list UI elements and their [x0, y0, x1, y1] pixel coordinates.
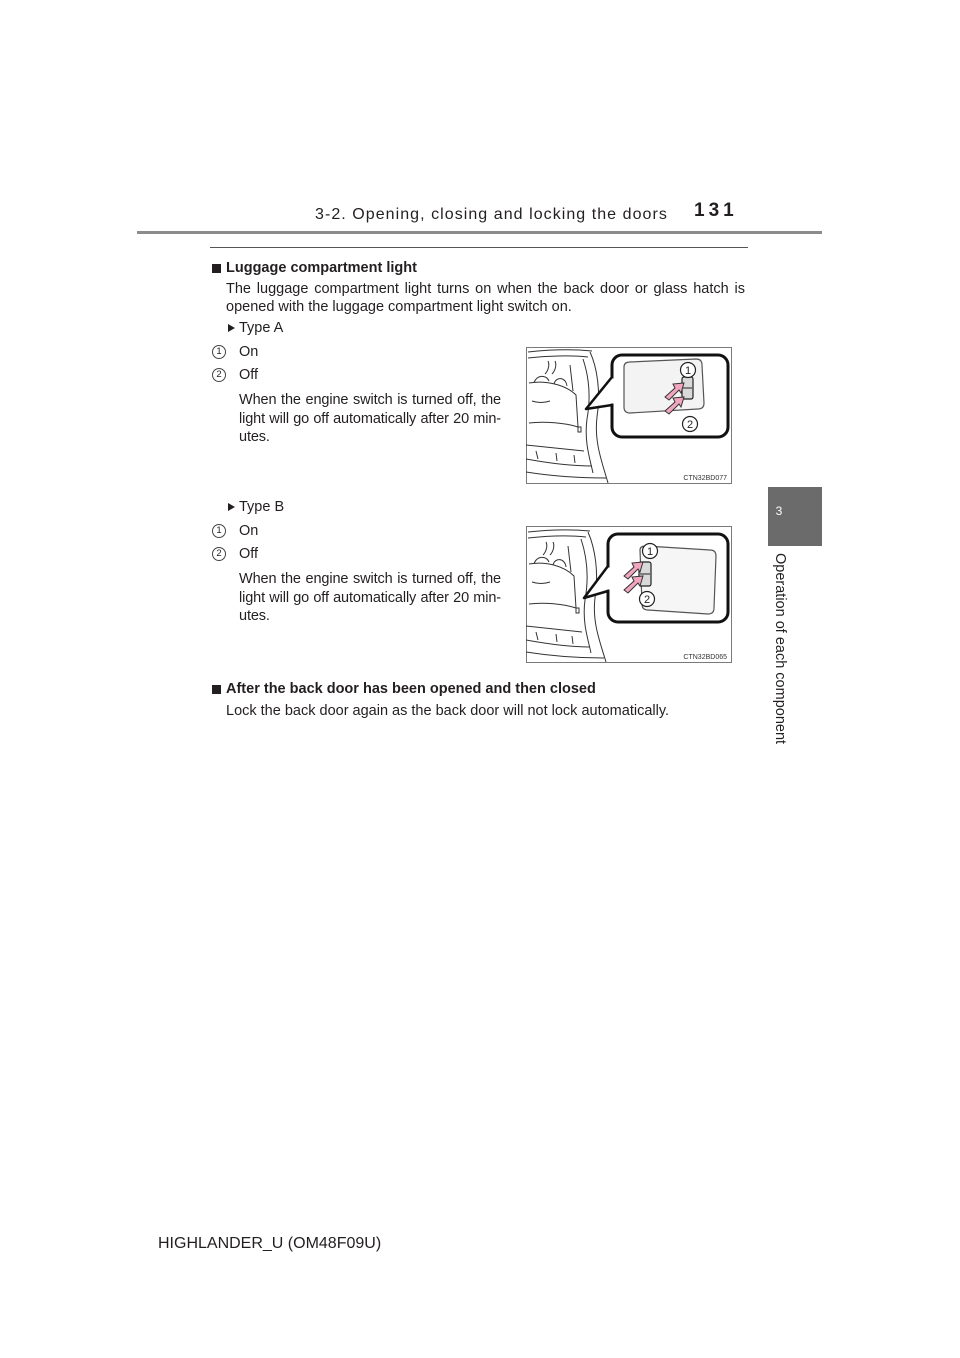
type-label: Type B [239, 499, 285, 515]
note-line: light will go off automatically after 20 min- [239, 411, 501, 427]
illustration-type-b [526, 526, 732, 663]
item-label: Off [239, 367, 259, 383]
illustration-code: CTN32BD077 [683, 475, 727, 482]
paragraph-line: The luggage compartment light turns on when the back door or glass hatch is [226, 281, 745, 297]
type-label: Type A [239, 320, 284, 336]
item-label: On [239, 344, 259, 360]
chapter-number: 3 [775, 504, 783, 518]
note-line: utes. [239, 429, 270, 445]
light-switch-icon [682, 377, 693, 399]
triangle-bullet-icon [228, 503, 235, 511]
callout-number: 1 [684, 365, 692, 377]
callout-number: 2 [643, 594, 651, 606]
item-label: On [239, 523, 259, 539]
section-heading: Luggage compartment light [226, 260, 417, 276]
illustration-type-a [526, 347, 732, 484]
manual-id: HIGHLANDER_U (OM48F09U) [158, 1235, 382, 1252]
section-title: 3-2. Opening, closing and locking the doors [315, 206, 668, 223]
paragraph-line: Lock the back door again as the back door will not lock automatically. [226, 703, 670, 719]
paragraph-line: opened with the luggage compartment light switch on. [226, 299, 572, 315]
circled-number-icon: 2 [212, 368, 226, 382]
chapter-title: Operation of each component [772, 553, 788, 745]
page-number: 131 [694, 200, 738, 221]
note-line: When the engine switch is turned off, the [239, 392, 501, 408]
triangle-bullet-icon [228, 324, 235, 332]
circled-number-icon: 2 [212, 547, 226, 561]
content-separator [210, 247, 748, 248]
square-bullet-icon [212, 685, 221, 694]
note-line: utes. [239, 608, 270, 624]
item-label: Off [239, 546, 259, 562]
illustration-code: CTN32BD065 [683, 654, 727, 661]
note-line: When the engine switch is turned off, the [239, 571, 501, 587]
section-heading: After the back door has been opened and then closed [226, 681, 596, 697]
callout-number: 1 [646, 546, 654, 558]
note-line: light will go off automatically after 20 min- [239, 590, 501, 606]
header-rule [137, 231, 822, 234]
circled-number-icon: 1 [212, 345, 226, 359]
callout-number: 2 [686, 419, 694, 431]
circled-number-icon: 1 [212, 524, 226, 538]
square-bullet-icon [212, 264, 221, 273]
